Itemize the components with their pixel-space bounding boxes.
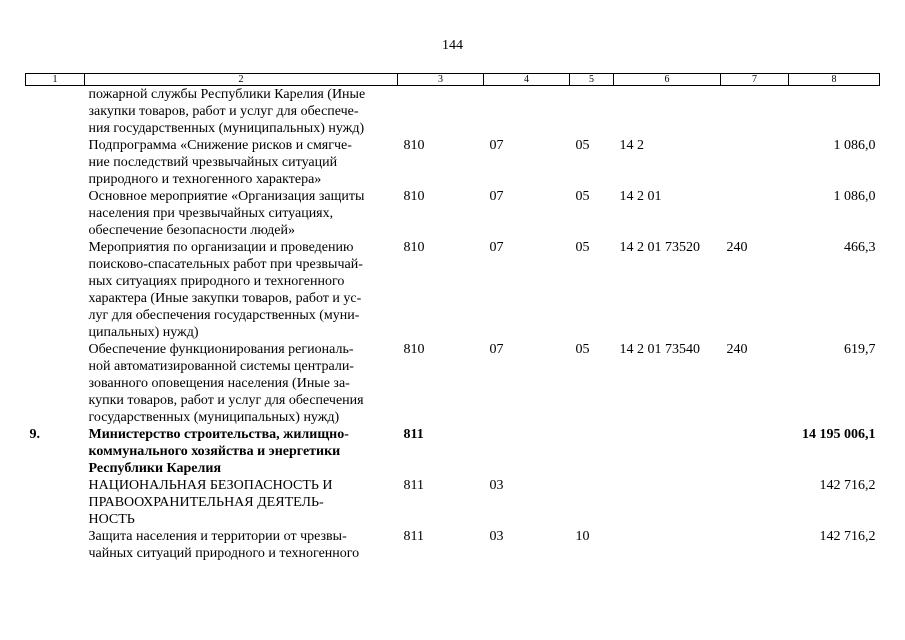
ministry-code: 811 <box>403 529 424 544</box>
amount-value: 466,3 <box>844 240 876 255</box>
subsection-code: 10 <box>575 529 590 544</box>
row-name <box>85 528 398 562</box>
row-name-line: Мероприятия по организации и проведению <box>88 240 354 255</box>
section-code: 07 <box>489 342 504 357</box>
subsection-code <box>570 86 614 138</box>
target-article-code <box>614 426 721 477</box>
target-article-code <box>614 528 721 562</box>
section-code: 07 <box>489 189 504 204</box>
ministry-code <box>398 86 484 138</box>
row-name-line: Министерство строительства, жилищно- <box>88 427 349 442</box>
target-article-code: 14 2 01 73540 <box>619 342 700 357</box>
table-row <box>26 341 880 426</box>
row-name-line: НАЦИОНАЛЬНАЯ БЕЗОПАСНОСТЬ И <box>88 478 333 493</box>
row-name <box>85 239 398 341</box>
column-header: 4 <box>484 74 570 86</box>
target-article-code: 14 2 <box>619 138 644 153</box>
subsection-code <box>570 477 614 528</box>
table-row <box>26 528 880 562</box>
row-name-line: обеспечение безопасности людей» <box>88 223 295 238</box>
row-name <box>85 137 398 188</box>
row-name-line: природного и техногенного характера» <box>88 172 322 187</box>
subsection-code: 05 <box>575 189 590 204</box>
row-name-line: НОСТЬ <box>88 512 135 527</box>
amount-value: 142 716,2 <box>819 529 876 544</box>
expense-type-code <box>721 426 789 477</box>
target-article-code: 14 2 01 73520 <box>619 240 700 255</box>
expense-type-code <box>721 137 789 188</box>
row-number <box>26 341 85 426</box>
table-row <box>26 477 880 528</box>
table-body <box>26 86 880 563</box>
row-name-line: купки товаров, работ и услуг для обеспечения <box>88 393 364 408</box>
column-number-header-row <box>26 74 880 86</box>
row-number: 9. <box>29 427 40 442</box>
column-header: 1 <box>26 74 85 86</box>
ministry-code: 811 <box>403 478 424 493</box>
amount-value: 1 086,0 <box>833 189 876 204</box>
row-name-line: пожарной службы Республики Карелия (Иные <box>88 87 366 102</box>
table-row <box>26 426 880 477</box>
row-name-line: государственных (муниципальных) нужд) <box>88 410 340 425</box>
section-code <box>484 86 570 138</box>
section-code: 03 <box>489 529 504 544</box>
amount-value: 14 195 006,1 <box>802 427 876 442</box>
section-code: 03 <box>489 478 504 493</box>
amount-value <box>789 86 880 138</box>
target-article-code <box>614 86 721 138</box>
row-name-line: ципальных) нужд) <box>88 325 199 340</box>
row-name-line: зованного оповещения населения (Иные за- <box>88 376 350 391</box>
row-name-line: луг для обеспечения государственных (муни- <box>88 308 360 323</box>
expense-type-code <box>721 86 789 138</box>
expense-type-code <box>721 528 789 562</box>
row-name-line: ния государственных (муниципальных) нужд) <box>88 121 365 136</box>
row-name-line: чайных ситуаций природного и техногенного <box>88 546 360 561</box>
table-row <box>26 137 880 188</box>
expense-type-code: 240 <box>726 240 748 255</box>
amount-value: 619,7 <box>844 342 876 357</box>
row-name-line: Республики Карелия <box>88 461 222 476</box>
ministry-code: 811 <box>403 427 424 442</box>
row-name-line: Обеспечение функционирования региональ- <box>88 342 354 357</box>
row-number <box>26 188 85 239</box>
table-row <box>26 188 880 239</box>
row-name-line: ПРАВООХРАНИТЕЛЬНАЯ ДЕЯТЕЛЬ- <box>88 495 324 510</box>
subsection-code <box>570 426 614 477</box>
expense-type-code <box>721 188 789 239</box>
row-name <box>85 477 398 528</box>
target-article-code <box>614 477 721 528</box>
row-name <box>85 341 398 426</box>
section-code: 07 <box>489 138 504 153</box>
section-code <box>484 426 570 477</box>
row-name-line: коммунального хозяйства и энергетики <box>88 444 341 459</box>
subsection-code: 05 <box>575 240 590 255</box>
ministry-code: 810 <box>403 342 425 357</box>
amount-value: 1 086,0 <box>833 138 876 153</box>
row-name-line: Подпрограмма «Снижение рисков и смягче- <box>88 138 352 153</box>
column-header: 5 <box>570 74 614 86</box>
row-name-line: населения при чрезвычайных ситуациях, <box>88 206 334 221</box>
column-header: 6 <box>614 74 721 86</box>
row-name-line: закупки товаров, работ и услуг для обеспече- <box>88 104 359 119</box>
row-name-line: ной автоматизированной системы централи- <box>88 359 354 374</box>
section-code: 07 <box>489 240 504 255</box>
row-number <box>26 477 85 528</box>
ministry-code: 810 <box>403 138 425 153</box>
page-number: 144 <box>442 38 463 53</box>
row-name <box>85 188 398 239</box>
row-name <box>85 86 398 138</box>
row-number <box>26 137 85 188</box>
column-header: 7 <box>721 74 789 86</box>
row-name-line: Основное мероприятие «Организация защиты <box>88 189 365 204</box>
table-row <box>26 239 880 341</box>
row-number <box>26 239 85 341</box>
column-header: 8 <box>789 74 880 86</box>
row-number <box>26 86 85 138</box>
expense-type-code: 240 <box>726 342 748 357</box>
row-name-line: поисково-спасательных работ при чрезвычай- <box>88 257 363 272</box>
subsection-code: 05 <box>575 342 590 357</box>
expense-type-code <box>721 477 789 528</box>
target-article-code: 14 2 01 <box>619 189 662 204</box>
row-name-line: ных ситуациях природного и техногенного <box>88 274 345 289</box>
column-header: 3 <box>398 74 484 86</box>
budget-table <box>25 73 880 562</box>
ministry-code: 810 <box>403 189 425 204</box>
amount-value: 142 716,2 <box>819 478 876 493</box>
ministry-code: 810 <box>403 240 425 255</box>
row-name-line: характера (Иные закупки товаров, работ и ус- <box>88 291 362 306</box>
subsection-code: 05 <box>575 138 590 153</box>
table-row <box>26 86 880 138</box>
column-header: 2 <box>85 74 398 86</box>
row-name-line: ние последствий чрезвычайных ситуаций <box>88 155 338 170</box>
row-name <box>85 426 398 477</box>
row-name-line: Защита населения и территории от чрезвы- <box>88 529 347 544</box>
row-number <box>26 528 85 562</box>
